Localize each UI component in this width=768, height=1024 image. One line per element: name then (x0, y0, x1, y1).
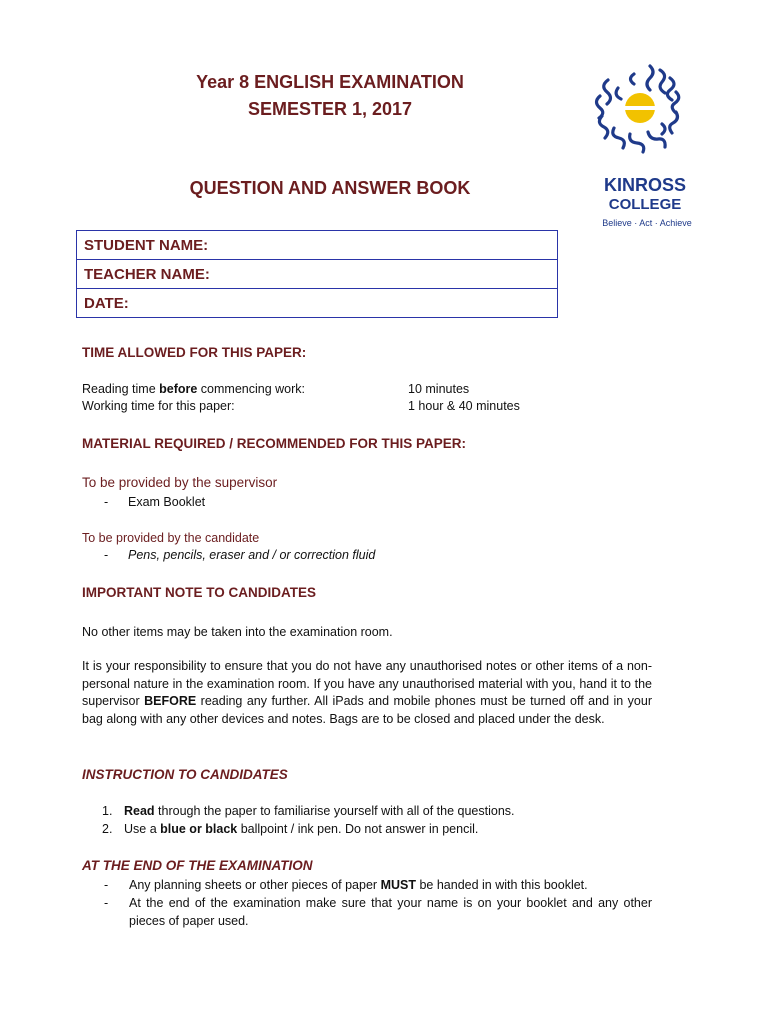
kinross-emblem-icon (590, 62, 690, 162)
reading-label-bold: before (159, 382, 198, 396)
reading-time-label (82, 382, 305, 396)
candidate-heading: To be provided by the candidate (82, 531, 260, 545)
end-of-exam-heading: AT THE END OF THE EXAMINATION (82, 858, 313, 873)
college-logo (590, 62, 710, 167)
instruction-1-number: 1. (102, 804, 113, 818)
important-para-2 (82, 658, 652, 728)
important-para-2-pre: It is your responsibility to ensure that you do not have any unauthorised notes or other items of a non-personal nature in the examination room. If you have any unauthorised material with you, hand it to the supervisor (82, 659, 652, 708)
teacher-name-field[interactable]: TEACHER NAME: (77, 260, 558, 289)
working-time-value: 1 hour & 40 minutes (408, 399, 520, 413)
college-name-line2: COLLEGE (608, 196, 682, 213)
supervisor-heading: To be provided by the supervisor (82, 475, 278, 490)
book-title: QUESTION AND ANSWER BOOK (189, 178, 471, 198)
semester-title: SEMESTER 1, 2017 (247, 99, 413, 119)
student-details-table (76, 230, 558, 318)
college-tagline: Believe · Act · Achieve (602, 218, 692, 228)
instructions-heading: INSTRUCTION TO CANDIDATES (82, 767, 288, 782)
candidate-dash: - (104, 548, 109, 562)
important-para-2-bold: BEFORE (144, 694, 197, 708)
instruction-2-bold: blue or black (160, 822, 238, 836)
instruction-2-number: 2. (102, 822, 113, 836)
instruction-2-rest: ballpoint / ink pen. Do not answer in pencil. (237, 822, 479, 836)
end-item-1-post: be handed in with this booklet. (415, 878, 588, 892)
end-item-1-bold: MUST (380, 878, 416, 892)
important-para-2-post: reading any further. All iPads and mobile phones must be turned off and in your bag along with any other devices and notes. Bags are to be closed and placed under the desk. (82, 694, 652, 726)
supervisor-item: Exam Booklet (128, 495, 206, 509)
reading-label-post: commencing work: (197, 382, 306, 396)
supervisor-dash: - (104, 495, 109, 509)
time-allowed-heading: TIME ALLOWED FOR THIS PAPER: (82, 345, 307, 360)
instruction-2-text (124, 822, 478, 836)
end-item-2-dash: - (104, 896, 109, 910)
college-name-line1: KINROSS (603, 175, 686, 195)
exam-title: Year 8 ENGLISH EXAMINATION (196, 72, 464, 92)
materials-heading: MATERIAL REQUIRED / RECOMMENDED FOR THIS PAPER: (82, 436, 467, 451)
student-name-field[interactable]: STUDENT NAME: (77, 231, 558, 260)
working-time-label: Working time for this paper: (82, 399, 235, 413)
instruction-2-pre: Use a (124, 822, 161, 836)
instruction-1-bold: Read (124, 804, 155, 818)
end-item-1-pre: Any planning sheets or other pieces of paper (129, 878, 381, 892)
important-heading: IMPORTANT NOTE TO CANDIDATES (82, 585, 316, 600)
end-item-1-dash: - (104, 878, 109, 892)
date-field[interactable]: DATE: (77, 289, 558, 318)
instruction-1-text (124, 804, 515, 818)
reading-time-value: 10 minutes (408, 382, 470, 396)
instruction-1-rest: through the paper to familiarise yourself with all of the questions. (154, 804, 515, 818)
college-name (597, 175, 693, 215)
candidate-item: Pens, pencils, eraser and / or correction fluid (128, 548, 376, 562)
end-item-1-text (129, 878, 588, 892)
important-para-1: No other items may be taken into the examination room. (82, 625, 393, 639)
end-item-2-text: At the end of the examination make sure that your name is on your booklet and any other pieces of paper used. (129, 896, 652, 928)
reading-label-pre: Reading time (82, 382, 160, 396)
